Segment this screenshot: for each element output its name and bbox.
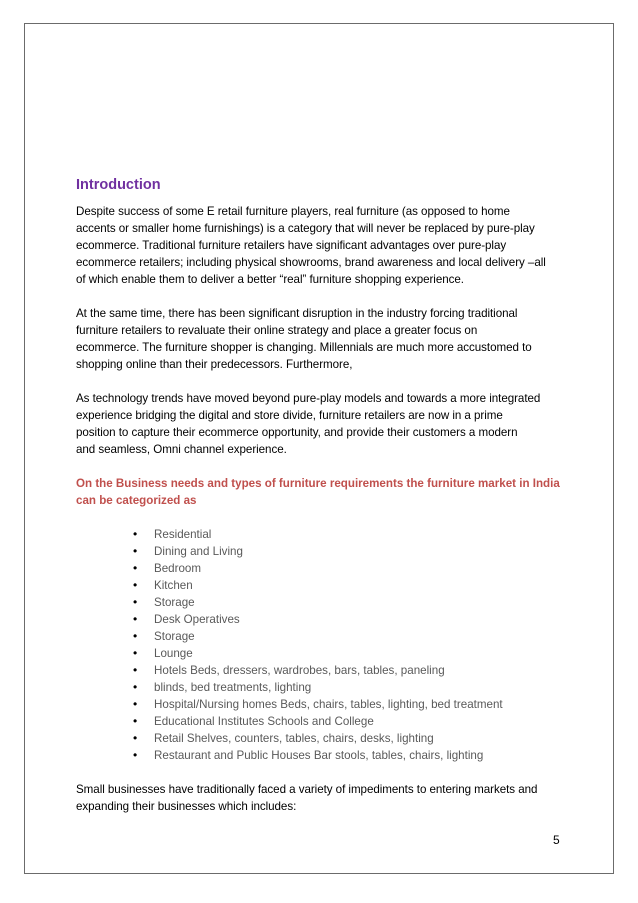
- paragraph-1: [76, 203, 556, 288]
- list-item-text: blinds, bed treatments, lighting: [154, 681, 312, 694]
- bullet-icon: •: [133, 748, 138, 762]
- categories-subheading: [76, 475, 560, 509]
- document-body: [76, 176, 560, 832]
- paragraph-line: experience bridging the digital and store divide, furniture retailers are now in a prime: [76, 409, 503, 422]
- bullet-icon: •: [133, 680, 138, 694]
- paragraph-line: Small businesses have traditionally faced a variety of impediments to entering markets and: [76, 783, 538, 796]
- bullet-icon: •: [133, 544, 138, 558]
- paragraph-line: ecommerce. The furniture shopper is changing. Millennials are much more accustomed to: [76, 341, 532, 354]
- paragraph-2: [76, 305, 556, 373]
- list-item: [76, 696, 556, 713]
- list-item: [76, 577, 556, 594]
- paragraph-line: ecommerce retailers; including physical showrooms, brand awareness and local delivery –all: [76, 256, 546, 269]
- list-item-text: Desk Operatives: [154, 613, 240, 626]
- paragraph-3: [76, 390, 556, 458]
- list-item-text: Bedroom: [154, 562, 202, 575]
- bullet-icon: •: [133, 663, 138, 677]
- paragraph-line: As technology trends have moved beyond pure-play models and towards a more integrated: [76, 392, 541, 405]
- bullet-icon: •: [133, 578, 138, 592]
- list-item-text: Retail Shelves, counters, tables, chairs, desks, lighting: [154, 732, 434, 745]
- list-item: [76, 662, 556, 679]
- list-item-text: Residential: [154, 528, 212, 541]
- list-item-text: Lounge: [154, 647, 193, 660]
- list-item-text: Dining and Living: [154, 545, 243, 558]
- paragraph-line: expanding their businesses which includes:: [76, 800, 297, 813]
- list-item: [76, 560, 556, 577]
- closing-paragraph: [76, 781, 556, 815]
- bullet-icon: •: [133, 697, 138, 711]
- list-item: [76, 679, 556, 696]
- list-item-text: Hospital/Nursing homes Beds, chairs, tables, lighting, bed treatment: [154, 698, 503, 711]
- list-item: [76, 594, 556, 611]
- list-item-text: Restaurant and Public Houses Bar stools, tables, chairs, lighting: [154, 749, 484, 762]
- paragraph-line: accents or smaller home furnishings) is a category that will never be replaced by pure-play: [76, 222, 535, 235]
- bullet-icon: •: [133, 731, 138, 745]
- paragraph-line: Despite success of some E retail furniture players, real furniture (as opposed to home: [76, 205, 510, 218]
- page-number: 5: [553, 833, 560, 847]
- paragraph-line: position to capture their ecommerce opportunity, and provide their customers a modern: [76, 426, 518, 439]
- paragraph-line: and seamless, Omni channel experience.: [76, 443, 287, 456]
- bullet-icon: •: [133, 561, 138, 575]
- list-item: [76, 526, 556, 543]
- paragraph-line: furniture retailers to revaluate their online strategy and place a greater focus on: [76, 324, 478, 337]
- subheading-line: can be categorized as: [76, 494, 197, 507]
- list-item: [76, 747, 556, 764]
- list-item-text: Kitchen: [154, 579, 193, 592]
- paragraph-line: At the same time, there has been significant disruption in the industry forcing traditional: [76, 307, 518, 320]
- list-item: [76, 730, 556, 747]
- bullet-icon: •: [133, 527, 138, 541]
- list-item: [76, 543, 556, 560]
- list-item-text: Educational Institutes Schools and College: [154, 715, 374, 728]
- list-item: [76, 713, 556, 730]
- bullet-icon: •: [133, 629, 138, 643]
- list-item: [76, 611, 556, 628]
- subheading-line: On the Business needs and types of furniture requirements the furniture market in India: [76, 477, 560, 490]
- list-item: [76, 628, 556, 645]
- list-item-text: Storage: [154, 596, 195, 609]
- bullet-icon: •: [133, 714, 138, 728]
- paragraph-line: of which enable them to deliver a better “real” furniture shopping experience.: [76, 273, 464, 286]
- paragraph-line: ecommerce. Traditional furniture retailers have significant advantages over pure-play: [76, 239, 507, 252]
- paragraph-line: shopping online than their predecessors. Furthermore,: [76, 358, 353, 371]
- category-list: [76, 526, 556, 764]
- section-heading: Introduction: [76, 177, 161, 193]
- list-item: [76, 645, 556, 662]
- list-item-text: Hotels Beds, dressers, wardrobes, bars, tables, paneling: [154, 664, 445, 677]
- bullet-icon: •: [133, 612, 138, 626]
- bullet-icon: •: [133, 595, 138, 609]
- list-item-text: Storage: [154, 630, 195, 643]
- bullet-icon: •: [133, 646, 138, 660]
